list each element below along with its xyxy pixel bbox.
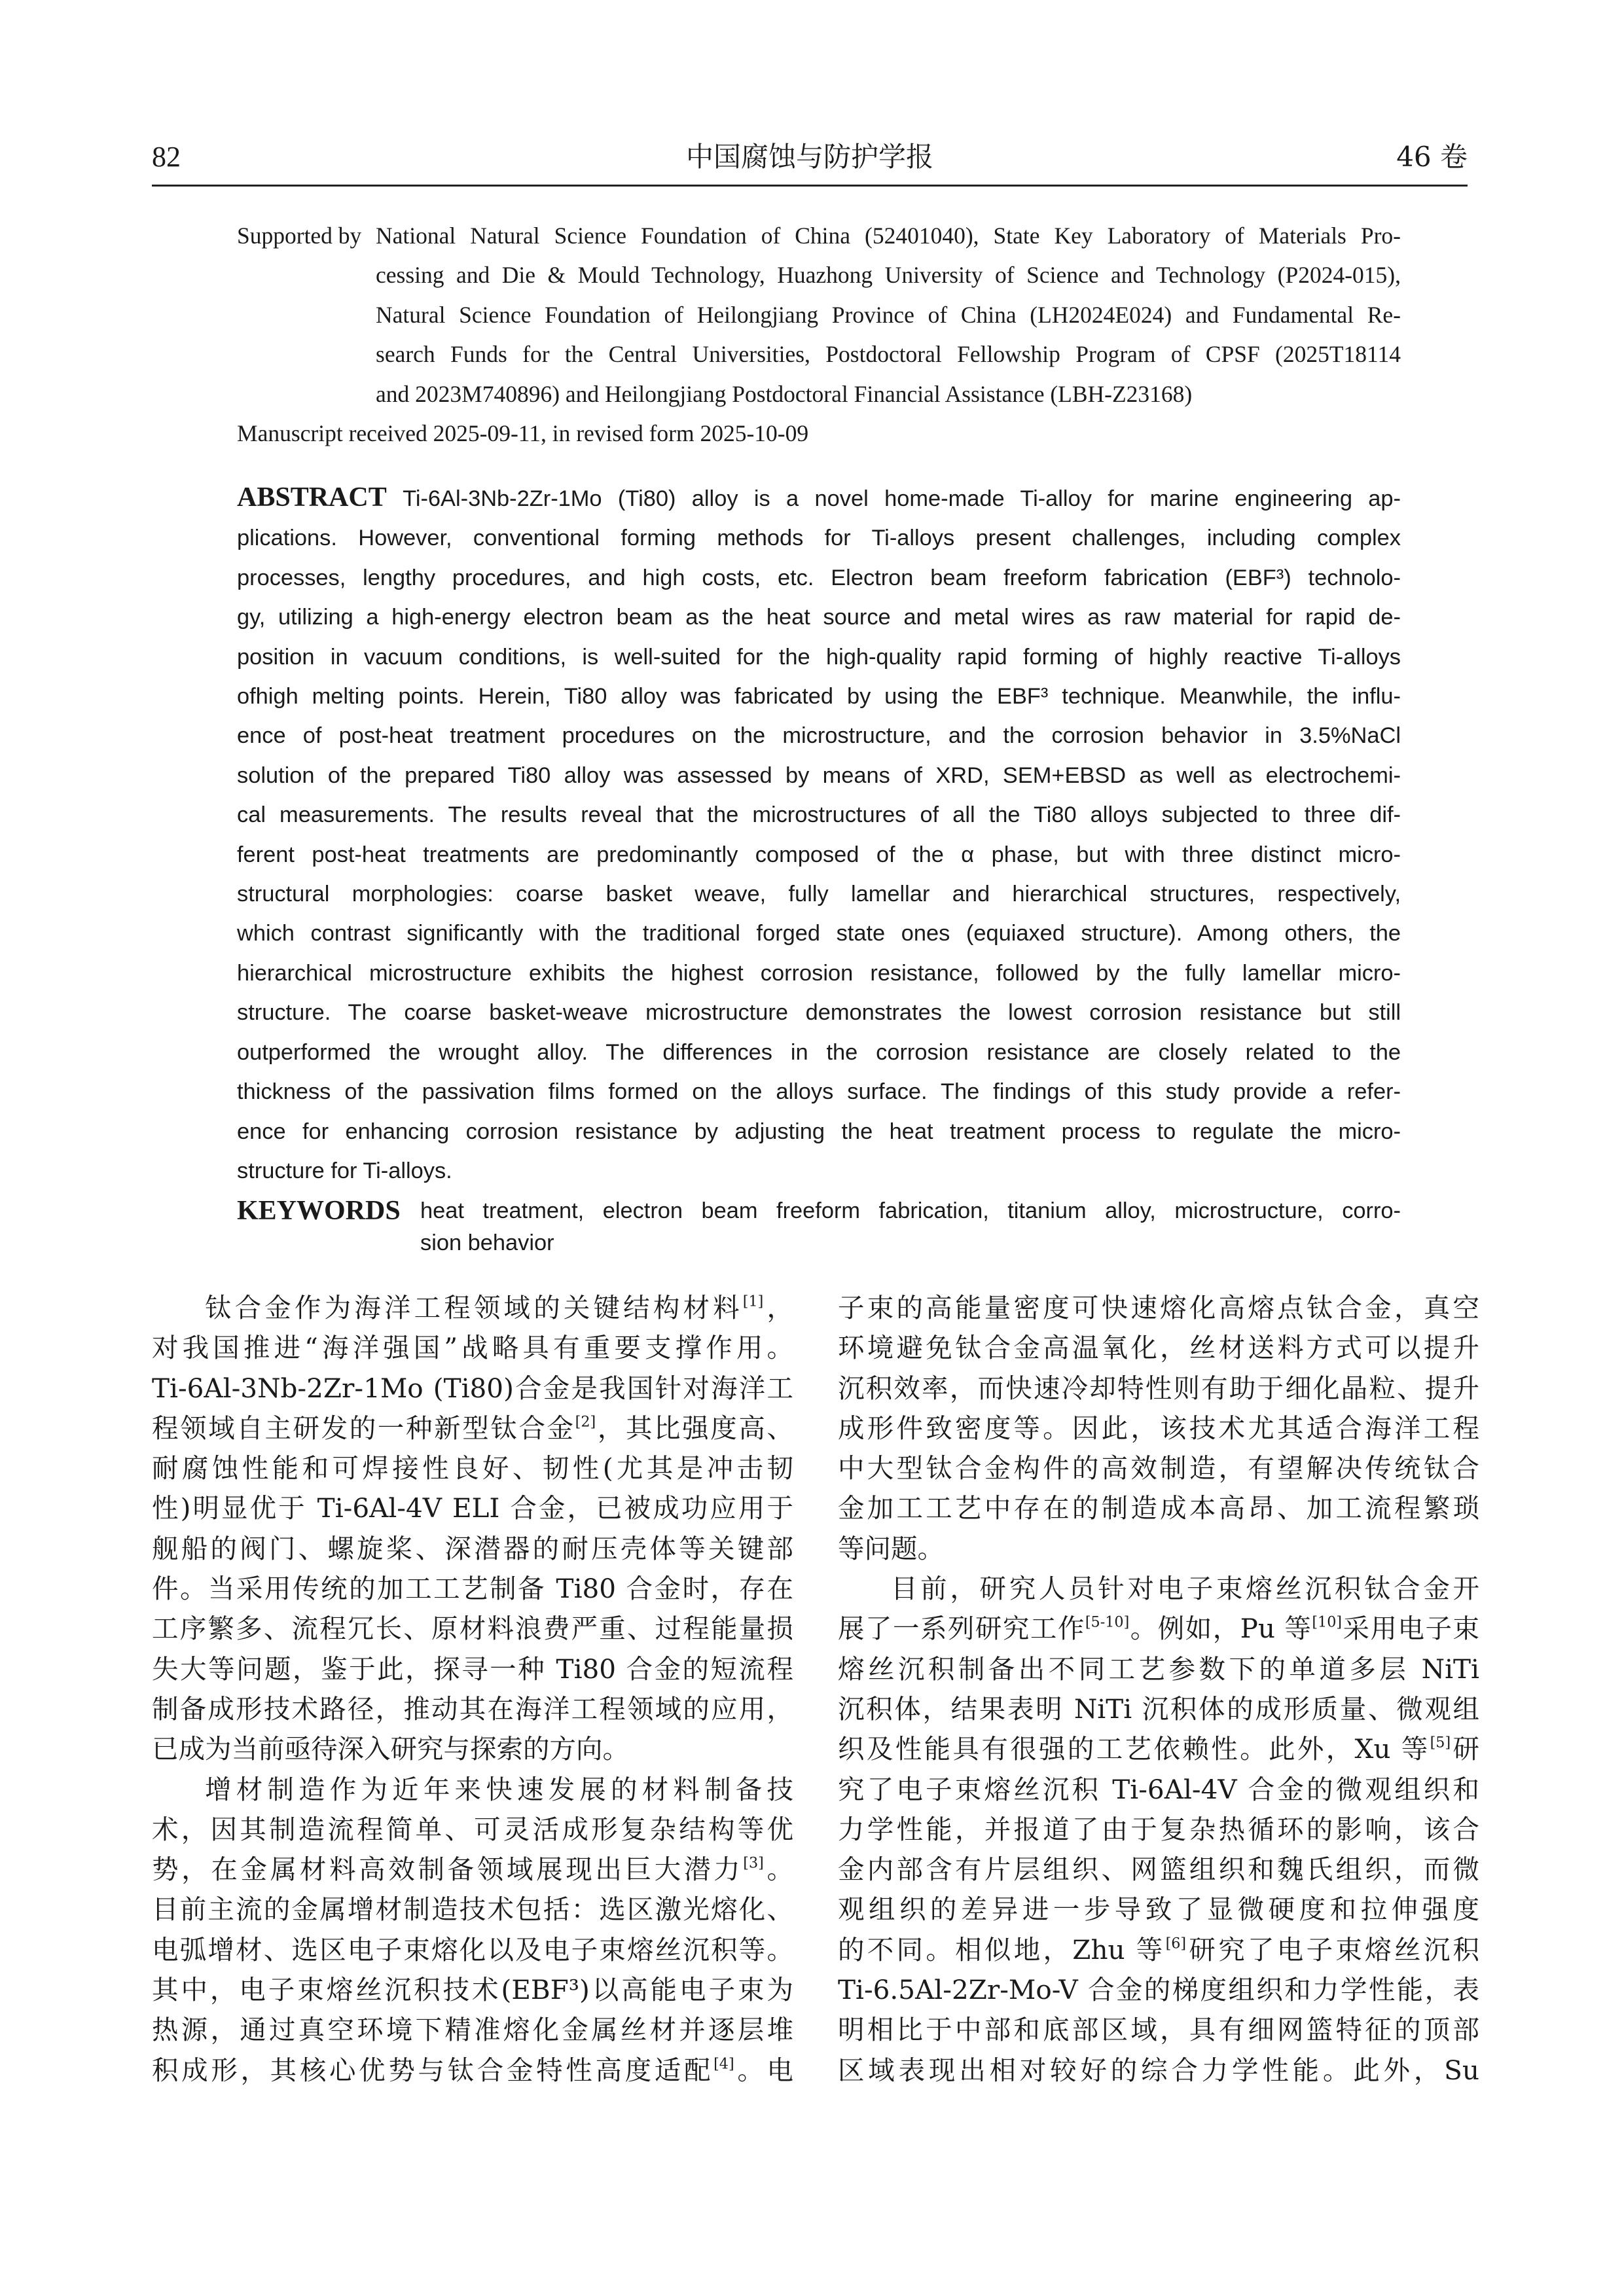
body-line: 观组织的差异进一步导致了显微硬度和拉伸强度 xyxy=(838,1893,1479,1926)
body-line: 明相比于中部和底部区域，具有细网篮特征的顶部 xyxy=(838,2014,1479,2046)
body-line: 势，在金属材料高效制备领域展现出巨大潜力[3]。 xyxy=(152,1854,794,1886)
abstract-line: thickness of the passivation films formed on the alloys surface. The findings of this study provide a refer- xyxy=(237,1079,1401,1105)
body-line: 区域表现出相对较好的综合力学性能。此外，Su xyxy=(838,2054,1479,2086)
citation-marker: [5-10] xyxy=(1085,1613,1130,1631)
abstract-line: cal measurements. The results reveal that the microstructures of all the Ti80 alloys subjected to three dif- xyxy=(237,802,1401,828)
body-line: 舰船的阀门、螺旋桨、深潜器的耐压壳体等关键部 xyxy=(152,1532,793,1564)
abstract-label: ABSTRACT xyxy=(237,482,387,512)
body-line: 钛合金作为海洋工程领域的关键结构材料[1]， xyxy=(205,1292,793,1323)
body-line: 制备成形技术路径，推动其在海洋工程领域的应用， xyxy=(152,1693,793,1725)
body-line: 沉积效率，而快速冷却特性则有助于细化晶粒、提升 xyxy=(838,1372,1479,1404)
abstract-line: ferent post-heat treatments are predominantly composed of the α phase, but with three distinct micro- xyxy=(237,842,1401,867)
body-line: 金内部含有片层组织、网篮组织和魏氏组织，而微 xyxy=(838,1854,1479,1886)
citation-marker: [5] xyxy=(1430,1734,1451,1751)
body-line: 子束的高能量密度可快速熔化高熔点钛合金，真空 xyxy=(838,1292,1479,1323)
abstract-line: position in vacuum conditions, is well-suited for the high-quality rapid forming of highly reactive Ti-alloys xyxy=(237,644,1401,670)
body-line: 成形件致密度等。因此，该技术尤其适合海洋工程 xyxy=(838,1412,1479,1444)
abstract-line: ofhigh melting points. Herein, Ti80 alloy was fabricated by using the EBF³ technique. Meanwhile, the influ- xyxy=(237,684,1401,709)
body-line: 程领域自主研发的一种新型钛合金[2]，其比强度高、 xyxy=(152,1412,793,1444)
citation-marker: [4] xyxy=(713,2054,734,2072)
page-number: 82 xyxy=(152,141,181,173)
body-line: Ti-6Al-3Nb-2Zr-1Mo (Ti80)合金是我国针对海洋工 xyxy=(152,1372,793,1404)
body-line: 目前，研究人员针对电子束熔丝沉积钛合金开 xyxy=(891,1573,1479,1605)
body-column-right xyxy=(838,1288,1479,2090)
body-line: 织及性能具有很强的工艺依赖性。此外，Xu 等[5]研 xyxy=(838,1733,1480,1765)
body-column-left xyxy=(152,1288,793,2090)
citation-marker: [6] xyxy=(1165,1935,1187,1952)
citation-marker: [10] xyxy=(1312,1613,1343,1631)
abstract-text: Ti-6Al-3Nb-2Zr-1Mo (Ti80) alloy is a novel home-made Ti-alloy for marine engineering ap- xyxy=(403,486,1401,511)
abstract-line: plications. However, conventional forming methods for Ti-alloys present challenges, including complex xyxy=(237,526,1401,551)
abstract-line: ence for enhancing corrosion resistance by adjusting the heat treatment process to regulate the micro- xyxy=(237,1119,1401,1144)
abstract-line: structure for Ti-alloys. xyxy=(237,1158,452,1183)
body-line: 电弧增材、选区电子束熔化以及电子束熔丝沉积等。 xyxy=(152,1933,793,1965)
citation-marker: [3] xyxy=(743,1854,764,1872)
body-line: 耐腐蚀性能和可焊接性良好、韧性(尤其是冲击韧 xyxy=(152,1452,793,1484)
body-line: 究了电子束熔丝沉积 Ti-6Al-4V 合金的微观组织和 xyxy=(838,1773,1479,1805)
body-line: 金加工工艺中存在的制造成本高昂、加工流程繁琐 xyxy=(838,1492,1479,1524)
journal-title: 中国腐蚀与防护学报 xyxy=(685,141,933,173)
keywords-text xyxy=(420,1195,1401,1259)
keywords-line: heat treatment, electron beam freeform fabrication, titanium alloy, microstructure, corro- xyxy=(420,1198,1401,1223)
body-line: 沉积体，结果表明 NiTi 沉积体的成形质量、微观组 xyxy=(838,1693,1479,1725)
manuscript-received: Manuscript received 2025-09-11, in revised form 2025-10-09 xyxy=(237,420,809,446)
funding-text xyxy=(376,216,1401,414)
abstract-line: hierarchical microstructure exhibits the highest corrosion resistance, followed by the fully lamellar micro- xyxy=(237,960,1401,986)
abstract-line: structural morphologies: coarse basket weave, fully lamellar and hierarchical structures, respectively, xyxy=(237,882,1401,907)
body-line: 其中，电子束熔丝沉积技术(EBF³)以高能电子束为 xyxy=(152,1974,793,2006)
citation-marker: [2] xyxy=(575,1413,596,1431)
abstract-line: solution of the prepared Ti80 alloy was assessed by means of XRD, SEM+EBSD as well as electrochemi- xyxy=(237,762,1401,788)
body-line: 环境避免钛合金高温氧化，丝材送料方式可以提升 xyxy=(838,1332,1479,1364)
abstract-line: outperformed the wrought alloy. The differences in the corrosion resistance are closely related to the xyxy=(237,1039,1401,1065)
body-line: Ti-6.5Al-2Zr-Mo-V 合金的梯度组织和力学性能，表 xyxy=(838,1974,1479,2006)
body-line: 术，因其制造流程简单、可灵活成形复杂结构等优 xyxy=(152,1813,793,1845)
abstract-line: gy, utilizing a high-energy electron beam as the heat source and metal wires as raw material for rapid de- xyxy=(237,605,1401,630)
body-line: 积成形，其核心优势与钛合金特性高度适配[4]。电 xyxy=(152,2054,794,2086)
abstract-line: structure. The coarse basket-weave microstructure demonstrates the lowest corrosion resistance but still xyxy=(237,1000,1401,1026)
body-line: 展了一系列研究工作[5-10]。例如，Pu 等[10]采用电子束 xyxy=(838,1613,1479,1645)
body-line: 的不同。相似地，Zhu 等[6]研究了电子束熔丝沉积 xyxy=(838,1933,1480,1965)
keywords-label: KEYWORDS xyxy=(237,1196,401,1226)
funding-line: National Natural Science Foundation of China (52401040), State Key Laboratory of Materials Pro- xyxy=(376,223,1401,249)
body-line: 热源，通过真空环境下精准熔化金属丝材并逐层堆 xyxy=(152,2014,793,2046)
running-header xyxy=(152,135,1468,187)
body-line: 熔丝沉积制备出不同工艺参数下的单道多层 NiTi xyxy=(838,1653,1479,1685)
abstract-line: which contrast significantly with the traditional forged state ones (equiaxed structure). Among others, the xyxy=(237,921,1401,946)
body-line: 中大型钛合金构件的高效制造，有望解决传统钛合 xyxy=(838,1452,1479,1484)
funding-line: and 2023M740896) and Heilongjiang Postdoctoral Financial Assistance (LBH-Z23168) xyxy=(376,380,1193,407)
body-line: 性)明显优于 Ti-6Al-4V ELI 合金，已被成功应用于 xyxy=(152,1492,793,1524)
citation-marker: [1] xyxy=(742,1293,764,1310)
abstract xyxy=(237,478,1401,1191)
keywords-line: sion behavior xyxy=(420,1230,554,1255)
body-line: 增材制造作为近年来快速发展的材料制备技 xyxy=(205,1773,793,1805)
abstract-line: processes, lengthy procedures, and high costs, etc. Electron beam freeform fabrication (EBF³) technolo- xyxy=(237,565,1401,590)
abstract-line-0 xyxy=(237,478,1401,518)
body-line: 工序繁多、流程冗长、原材料浪费严重、过程能量损 xyxy=(152,1613,793,1645)
funding-label: Supported by xyxy=(237,223,362,249)
body-line: 目前主流的金属增材制造技术包括：选区激光熔化、 xyxy=(152,1893,793,1926)
body-line: 对我国推进“海洋强国”战略具有重要支撑作用。 xyxy=(152,1332,793,1364)
body-line: 等问题。 xyxy=(838,1532,944,1564)
body-line: 件。当采用传统的加工工艺制备 Ti80 合金时，存在 xyxy=(152,1573,793,1605)
body-line: 力学性能，并报道了由于复杂热循环的影响，该合 xyxy=(838,1813,1479,1845)
funding-line: Natural Science Foundation of Heilongjiang Province of China (LH2024E024) and Fundamental Re- xyxy=(376,301,1401,328)
funding-line: search Funds for the Central Universities, Postdoctoral Fellowship Program of CPSF (2025T18114 xyxy=(376,341,1401,368)
volume-label: 46 卷 xyxy=(1396,141,1468,173)
funding-line: cessing and Die & Mould Technology, Huazhong University of Science and Technology (P2024-015), xyxy=(376,262,1401,289)
abstract-line: ence of post-heat treatment procedures on the microstructure, and the corrosion behavior in 3.5%NaCl xyxy=(237,723,1401,749)
body-line: 已成为当前亟待深入研究与探索的方向。 xyxy=(152,1733,629,1765)
body-line: 失大等问题，鉴于此，探寻一种 Ti80 合金的短流程 xyxy=(152,1653,793,1685)
